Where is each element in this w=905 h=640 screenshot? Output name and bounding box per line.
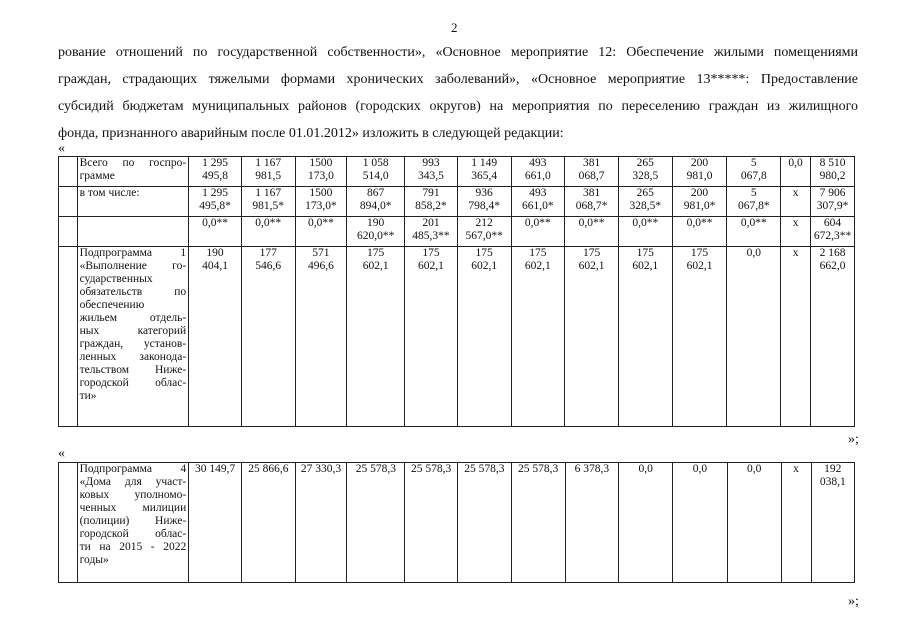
value-cell xyxy=(619,463,673,583)
value-cell xyxy=(405,157,458,187)
budget-table-2 xyxy=(58,462,855,583)
cell-value: 602,1 xyxy=(578,260,605,272)
value-cell xyxy=(565,247,619,427)
value-cell xyxy=(405,247,458,427)
cell-value: 495,8* xyxy=(199,200,231,212)
cell-value: 173,0* xyxy=(305,200,337,212)
cell-value: 567,0** xyxy=(465,230,503,242)
page-number: 2 xyxy=(451,20,458,35)
cell-value: 175 xyxy=(582,247,601,259)
cell-value: 0,0** xyxy=(307,217,334,229)
cell-value: 604 xyxy=(823,217,842,229)
paragraph-line: рование отношений по государственной собственности», «Основное мероприятие 12: Обеспечение жилыми помещениями xyxy=(58,45,858,60)
cell-value: 27 330,3 xyxy=(300,463,342,475)
cell-value: 571 xyxy=(312,247,330,259)
row-label xyxy=(77,247,189,427)
value-cell xyxy=(672,217,727,247)
value-cell xyxy=(347,463,405,583)
value-cell xyxy=(565,157,619,187)
cell-value: 602,1 xyxy=(686,260,713,272)
row-label-line: тельством Ниже- xyxy=(79,364,187,376)
cell-value: 173,0 xyxy=(307,170,334,182)
value-cell xyxy=(673,463,728,583)
value-cell xyxy=(295,247,347,427)
cell-value: 381 xyxy=(582,157,601,169)
cell-value: 0,0** xyxy=(740,217,767,229)
value-cell xyxy=(189,217,242,247)
cell-value: 175 xyxy=(475,247,493,259)
value-cell xyxy=(672,157,727,187)
value-cell xyxy=(241,247,295,427)
value-cell xyxy=(727,247,781,427)
empty-cell xyxy=(59,157,78,187)
cell-value: 0,0** xyxy=(524,217,551,229)
row-label-line: ти на 2015 - 2022 xyxy=(79,541,187,553)
empty-cell xyxy=(59,187,78,217)
cell-value: 067,8* xyxy=(737,200,770,212)
cell-value: 201 xyxy=(422,217,440,229)
cell-value: 0,0** xyxy=(578,217,605,229)
value-cell xyxy=(511,157,565,187)
value-cell xyxy=(405,187,458,217)
value-cell xyxy=(811,217,855,247)
row-label-line: (полиции) Ниже- xyxy=(79,515,187,527)
value-cell xyxy=(457,187,511,217)
row-label-line: ти» xyxy=(79,390,97,402)
value-cell xyxy=(347,217,405,247)
table-row xyxy=(59,187,855,217)
value-cell xyxy=(189,157,242,187)
value-cell xyxy=(618,187,672,217)
cell-value: х xyxy=(792,217,799,229)
value-cell xyxy=(511,247,565,427)
cell-value: 328,5 xyxy=(632,170,659,182)
row-label-line: в том числе: xyxy=(79,187,140,199)
value-cell xyxy=(241,463,295,583)
row-label-line: ленных законода- xyxy=(79,351,187,363)
cell-value: 200 xyxy=(690,187,709,199)
cell-value: 620,0** xyxy=(356,230,395,242)
value-cell xyxy=(618,217,672,247)
cell-value: 192 038,1 xyxy=(819,463,846,488)
cell-value: 265 xyxy=(636,157,654,169)
cell-value: 602,1 xyxy=(524,260,551,272)
row-label-line: граждан, установ- xyxy=(79,338,187,350)
cell-value: 1 295 xyxy=(202,157,228,169)
row-label-line: городской облас- xyxy=(79,528,187,540)
cell-value: 791 xyxy=(422,187,440,199)
cell-value: 25 578,3 xyxy=(518,463,559,475)
cell-value: 175 xyxy=(422,247,440,259)
row-label-line: ных категорий xyxy=(79,325,187,337)
cell-value: 5 xyxy=(750,157,757,169)
paragraph-line: субсидий бюджетам муниципальных районов (городских округов) на мероприятия по переселению граждан из жилищного xyxy=(58,99,858,114)
cell-value: 1 167 xyxy=(255,157,282,169)
budget-table-1 xyxy=(58,156,855,427)
cell-value: 175 xyxy=(690,247,709,259)
row-label-line: «Дома для участ- xyxy=(79,476,187,488)
cell-value: 6 378,3 xyxy=(574,463,610,475)
value-cell xyxy=(565,463,619,583)
cell-value: 514,0 xyxy=(362,170,389,182)
value-cell xyxy=(727,463,781,583)
open-quote-2: « xyxy=(58,446,65,461)
value-cell xyxy=(781,187,811,217)
row-label-line: годы» xyxy=(79,554,109,566)
cell-value: 068,7 xyxy=(578,170,605,182)
cell-value: 0,0** xyxy=(686,217,713,229)
cell-value: 5 xyxy=(750,187,757,199)
cell-value: 0,0 xyxy=(746,247,761,259)
cell-value: 602,1 xyxy=(632,260,659,272)
cell-value: 981,0 xyxy=(686,170,713,182)
cell-value: 980,2 xyxy=(819,170,846,182)
table-row xyxy=(59,217,855,247)
row-label xyxy=(77,187,189,217)
cell-value: 993 xyxy=(422,157,440,169)
row-label-line: грамме xyxy=(79,170,115,182)
value-cell xyxy=(672,247,727,427)
cell-value: 981,5 xyxy=(255,170,282,182)
cell-value: 672,3** xyxy=(813,230,852,242)
cell-value: 265 xyxy=(636,187,654,199)
cell-value: 25 578,3 xyxy=(355,463,396,475)
value-cell xyxy=(405,217,458,247)
cell-value: 25 578,3 xyxy=(411,463,452,475)
cell-value: 190 xyxy=(367,217,385,229)
cell-value: 1 058 xyxy=(362,157,389,169)
row-label-line: городской облас- xyxy=(79,377,187,389)
cell-value: 1 167 xyxy=(255,187,282,199)
cell-value: 602,1 xyxy=(471,260,498,272)
cell-value: 0,0** xyxy=(202,217,228,229)
cell-value: 661,0 xyxy=(524,170,551,182)
cell-value: 493 xyxy=(529,157,547,169)
empty-cell xyxy=(59,247,78,427)
cell-value: 2 168 xyxy=(819,247,846,259)
cell-value: 068,7* xyxy=(575,200,608,212)
value-cell xyxy=(511,463,565,583)
value-cell xyxy=(295,157,347,187)
cell-value: 177 xyxy=(259,247,277,259)
cell-value: 546,6 xyxy=(255,260,282,272)
value-cell xyxy=(241,217,295,247)
table-row xyxy=(59,157,855,187)
row-label xyxy=(77,157,189,187)
value-cell xyxy=(618,247,672,427)
row-label-line: Подпрограмма 4 xyxy=(79,463,187,475)
cell-value: 307,9* xyxy=(816,200,849,212)
table-row xyxy=(59,463,855,583)
value-cell xyxy=(241,187,295,217)
cell-value: 867 xyxy=(367,187,385,199)
cell-value: 175 xyxy=(367,247,385,259)
cell-value: 175 xyxy=(636,247,654,259)
value-cell xyxy=(811,187,855,217)
value-cell xyxy=(781,157,811,187)
row-label-line: «Выполнение го- xyxy=(79,260,187,272)
value-cell xyxy=(241,157,295,187)
value-cell xyxy=(618,157,672,187)
cell-value: 0,0** xyxy=(255,217,282,229)
cell-value: 200 xyxy=(690,157,709,169)
cell-value: 067,8 xyxy=(740,170,767,182)
cell-value: 0,0** xyxy=(632,217,659,229)
cell-value: 602,1 xyxy=(362,260,389,272)
value-cell xyxy=(781,463,811,583)
cell-value: 365,4 xyxy=(471,170,498,182)
value-cell xyxy=(295,187,347,217)
empty-cell xyxy=(59,217,78,247)
value-cell xyxy=(727,157,781,187)
value-cell xyxy=(295,217,347,247)
cell-value: 981,0* xyxy=(683,200,716,212)
cell-value: 0,0 xyxy=(788,157,803,169)
cell-value: 25 866,6 xyxy=(248,463,289,475)
cell-value: 8 510 xyxy=(819,157,846,169)
cell-value: 1 149 xyxy=(471,157,498,169)
row-label-line: ченных милиции xyxy=(79,502,187,514)
cell-value: 25 578,3 xyxy=(464,463,505,475)
cell-value: 1500 xyxy=(309,157,333,169)
value-cell xyxy=(189,463,242,583)
value-cell xyxy=(781,247,811,427)
value-cell xyxy=(511,187,565,217)
cell-value: 343,5 xyxy=(418,170,444,182)
value-cell xyxy=(189,247,242,427)
intro-paragraph xyxy=(58,39,858,147)
value-cell xyxy=(811,247,855,427)
value-cell xyxy=(458,463,512,583)
value-cell xyxy=(347,187,405,217)
value-cell xyxy=(457,217,511,247)
value-cell xyxy=(727,187,781,217)
value-cell xyxy=(295,463,347,583)
cell-value: 981,5* xyxy=(252,200,285,212)
row-label-line: ковых уполномо- xyxy=(79,489,187,501)
cell-value: х xyxy=(792,247,799,259)
value-cell xyxy=(347,247,405,427)
cell-value: 661,0* xyxy=(522,200,554,212)
paragraph-line: граждан, страдающих тяжелыми формами хронических заболеваний», «Основное мероприятие 13*****: Предоставление xyxy=(58,72,858,87)
open-quote-1: « xyxy=(58,141,65,156)
cell-value: 485,3** xyxy=(412,230,450,242)
value-cell xyxy=(405,463,458,583)
value-cell xyxy=(727,217,781,247)
cell-value: 936 xyxy=(475,187,493,199)
close-quote-1: »; xyxy=(848,432,859,447)
value-cell xyxy=(811,157,855,187)
value-cell xyxy=(457,247,511,427)
cell-value: 602,1 xyxy=(418,260,444,272)
empty-cell xyxy=(59,463,78,583)
cell-value: 381 xyxy=(582,187,601,199)
cell-value: 496,6 xyxy=(307,260,334,272)
table-row xyxy=(59,247,855,427)
cell-value: 493 xyxy=(529,187,547,199)
cell-value: 175 xyxy=(529,247,547,259)
value-cell xyxy=(672,187,727,217)
value-cell xyxy=(189,187,242,217)
row-label-line: Подпрограмма 1 xyxy=(79,247,187,259)
cell-value: 328,5* xyxy=(629,200,662,212)
row-label-line: обеспечению xyxy=(79,299,145,311)
cell-value: 7 906 xyxy=(819,187,846,199)
row-label-line: жильем отдель- xyxy=(79,312,187,324)
row-label xyxy=(77,463,189,583)
paragraph-line: фонда, признанного аварийным после 01.01.2012» изложить в следующей редакции: xyxy=(58,126,564,141)
value-cell xyxy=(565,187,619,217)
row-label xyxy=(77,217,189,247)
cell-value: 0,0 xyxy=(746,463,762,475)
cell-value: 858,2* xyxy=(415,200,447,212)
cell-value: 495,8 xyxy=(202,170,228,182)
cell-value: 1500 xyxy=(309,187,333,199)
row-label-line: Всего по госпро- xyxy=(79,157,187,169)
cell-value: х xyxy=(793,463,799,475)
row-label-line: обязательств по xyxy=(79,286,187,298)
cell-value: 1 295 xyxy=(202,187,228,199)
cell-value: 212 xyxy=(475,217,493,229)
value-cell xyxy=(781,217,811,247)
value-cell xyxy=(457,157,511,187)
value-cell xyxy=(511,217,565,247)
cell-value: 662,0 xyxy=(819,260,846,272)
cell-value: 798,4* xyxy=(468,200,500,212)
cell-value: 894,0* xyxy=(359,200,392,212)
cell-value: 30 149,7 xyxy=(194,463,236,475)
cell-value: 404,1 xyxy=(202,260,228,272)
value-cell xyxy=(347,157,405,187)
cell-value: 0,0 xyxy=(692,463,708,475)
value-cell xyxy=(811,463,855,583)
cell-value: х xyxy=(792,187,799,199)
value-cell xyxy=(565,217,619,247)
cell-value: 190 xyxy=(206,247,224,259)
row-label-line: сударственных xyxy=(79,273,153,285)
close-quote-2: »; xyxy=(848,594,859,609)
cell-value: 0,0 xyxy=(638,463,653,475)
